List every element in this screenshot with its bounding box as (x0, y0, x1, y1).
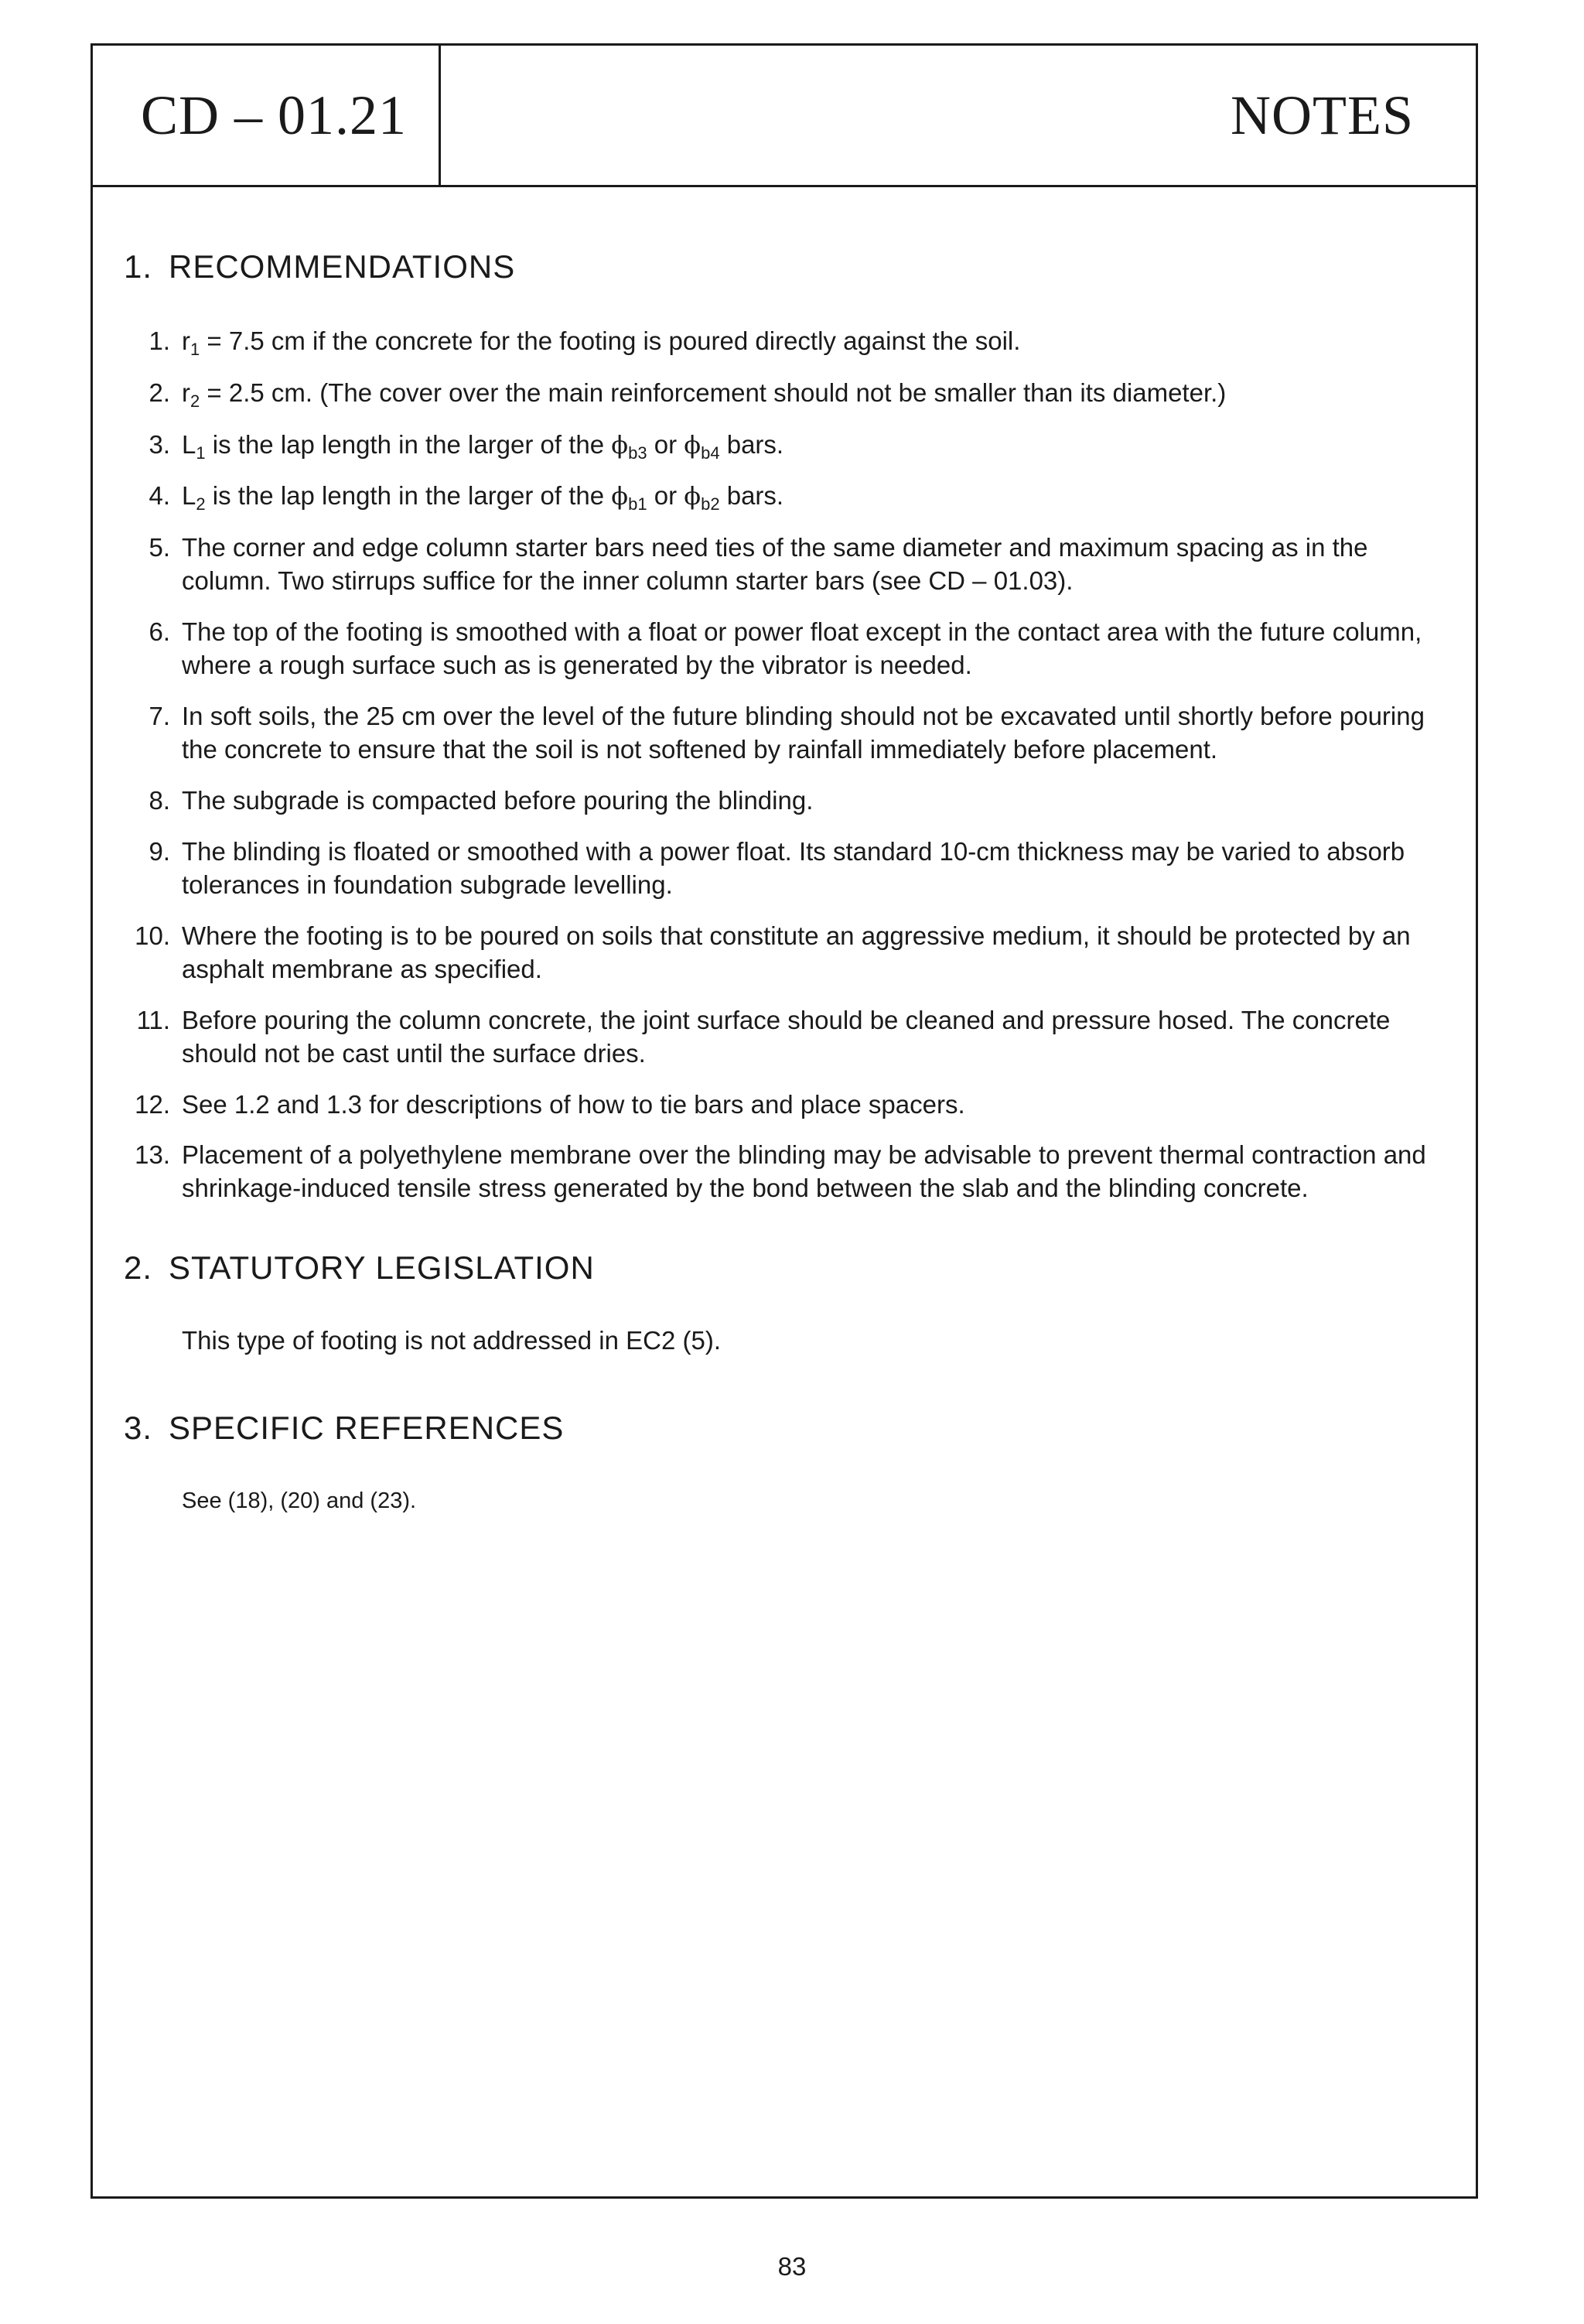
symbol: L (182, 430, 196, 459)
subscript: b1 (628, 494, 647, 514)
section-body: This type of footing is not addressed in EC2 (5). (182, 1326, 722, 1355)
symbol: r (182, 378, 190, 407)
item-body: bars. (719, 481, 784, 510)
phi-symbol: ϕ (684, 481, 702, 511)
symbol: L (182, 481, 196, 510)
section-number: 3. (124, 1410, 153, 1446)
item-text: See 1.2 and 1.3 for descriptions of how to tie bars and place spacers. (182, 1090, 965, 1119)
section-heading-statutory-legislation (124, 1248, 595, 1288)
document-code: CD – 01.21 (141, 84, 408, 146)
item-number: 13. (135, 1140, 170, 1169)
item-text (182, 376, 1461, 409)
code-cell (93, 46, 441, 185)
section-number: 1. (124, 248, 153, 285)
item-text (182, 324, 1461, 357)
item-number: 10. (135, 921, 170, 950)
item-number: 4. (148, 481, 170, 510)
item-body: = 2.5 cm. (The cover over the main reinforcement should not be smaller than its diameter.) (200, 378, 1227, 407)
item-text: The corner and edge column starter bars need ties of the same diameter and maximum spacing as in the column. Two stirrups suffice for the inner column starter bars (see CD – 01.03). (182, 533, 1368, 595)
phi-symbol: ϕ (684, 430, 702, 460)
item-body: = 7.5 cm if the concrete for the footing is poured directly against the soil. (200, 326, 1021, 355)
section-title: STATUTORY LEGISLATION (169, 1249, 595, 1286)
section-title: RECOMMENDATIONS (169, 248, 516, 285)
subscript: b2 (701, 494, 720, 514)
item-text: Where the footing is to be poured on soils that constitute an aggressive medium, it should be protected by an asphalt membrane as specified. (182, 921, 1411, 983)
subscript: 2 (190, 391, 200, 411)
item-number: 8. (148, 786, 170, 815)
item-number: 7. (148, 702, 170, 730)
page-title: NOTES (1231, 84, 1414, 146)
subscript: 1 (190, 340, 200, 359)
item-body: bars. (719, 430, 784, 459)
item-text: Placement of a polyethylene membrane over the blinding may be advisable to prevent thermal contraction and shrinkage-induced tensile stress generated by the bond between the slab and the blinding concrete. (182, 1140, 1426, 1202)
item-number: 6. (148, 617, 170, 646)
subscript: b4 (701, 443, 720, 463)
item-body: or (647, 481, 684, 510)
header-bar (93, 46, 1476, 187)
item-text: The top of the footing is smoothed with a float or power float except in the contact area with the future column, where a rough surface such as is generated by the vibrator is needed. (182, 617, 1422, 679)
item-number: 12. (135, 1090, 170, 1119)
subscript: b3 (628, 443, 647, 463)
phi-symbol: ϕ (611, 481, 629, 511)
section-heading-specific-references (124, 1408, 564, 1448)
item-number: 9. (148, 837, 170, 866)
section-body: See (18), (20) and (23). (182, 1488, 417, 1513)
subscript: 2 (196, 494, 206, 514)
phi-symbol: ϕ (611, 430, 629, 460)
item-text: In soft soils, the 25 cm over the level of the future blinding should not be excavated until shortly before pouring the concrete to ensure that the soil is not softened by rainfall immediately before placement. (182, 702, 1425, 764)
item-number: 5. (148, 533, 170, 562)
item-text: The subgrade is compacted before pouring the blinding. (182, 786, 814, 815)
item-number: 11. (136, 1006, 170, 1034)
section-title: SPECIFIC REFERENCES (169, 1410, 565, 1446)
item-body: or (647, 430, 684, 459)
page-frame (90, 43, 1478, 2199)
item-number: 1. (148, 326, 170, 355)
item-number: 3. (148, 430, 170, 459)
item-text (182, 428, 1461, 462)
item-text: The blinding is floated or smoothed with a power float. Its standard 10-cm thickness may be varied to absorb tolerances in foundation subgrade levelling. (182, 837, 1405, 899)
subscript: 1 (196, 443, 206, 463)
page-number: 83 (777, 2252, 807, 2281)
item-body: is the lap length in the larger of the (205, 481, 612, 510)
item-text (182, 479, 1461, 513)
symbol: r (182, 326, 190, 355)
item-body: is the lap length in the larger of the (205, 430, 612, 459)
section-heading-recommendations (124, 247, 515, 287)
item-number: 2. (148, 378, 170, 407)
section-number: 2. (124, 1249, 153, 1286)
item-text: Before pouring the column concrete, the joint surface should be cleaned and pressure hosed. The concrete should not be cast until the surface dries. (182, 1006, 1391, 1068)
